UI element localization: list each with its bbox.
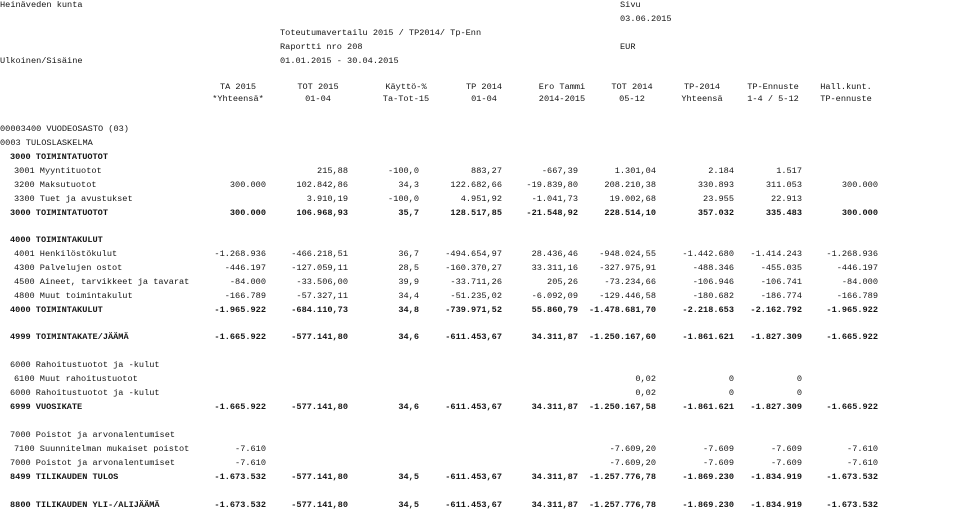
- table-cell: -51.235,02: [450, 291, 502, 301]
- table-cell: 0: [796, 374, 802, 384]
- row-label: 6100 Muut rahoitustuotot: [14, 374, 138, 384]
- table-cell: -611.453,67: [445, 402, 502, 412]
- table-cell: -455.035: [760, 263, 802, 273]
- table-row: [0, 346, 960, 358]
- table-cell: -7.610: [847, 458, 878, 468]
- table-cell: 34,6: [398, 402, 419, 412]
- table-cell: -2.218.653: [682, 305, 734, 315]
- table-cell: -1.250.167,58: [588, 402, 656, 412]
- table-row: [0, 222, 960, 234]
- table-cell: 34,5: [398, 472, 419, 482]
- table-cell: 33.311,16: [531, 263, 578, 273]
- table-row: [0, 472, 960, 484]
- table-cell: -106.741: [760, 277, 802, 287]
- table-cell: -84.000: [229, 277, 266, 287]
- table-cell: -1.665.922: [826, 402, 878, 412]
- row-label: 3000 TOIMINTATUOTOT: [10, 152, 108, 162]
- table-cell: 34.311,87: [531, 472, 578, 482]
- table-cell: 330.893: [697, 180, 734, 190]
- column-header-bottom: Yhteensä: [681, 94, 723, 104]
- table-cell: 300.000: [229, 208, 266, 218]
- table-cell: -739.971,52: [445, 305, 502, 315]
- table-cell: -1.869.230: [682, 472, 734, 482]
- table-cell: -327.975,91: [599, 263, 656, 273]
- table-cell: -1.834.919: [750, 500, 802, 510]
- table-cell: -948.024,55: [599, 249, 656, 259]
- table-cell: 2.184: [708, 166, 734, 176]
- column-header-bottom: TP-ennuste: [820, 94, 872, 104]
- row-label: 7000 Poistot ja arvonalentumiset: [10, 430, 176, 440]
- report-period: 01.01.2015 - 30.04.2015: [280, 56, 399, 66]
- table-cell: -1.257.776,78: [588, 500, 656, 510]
- column-header-top: Ero Tammi: [538, 82, 586, 92]
- table-cell: 34.311,87: [531, 402, 578, 412]
- table-cell: -100,0: [388, 194, 419, 204]
- table-row: [0, 374, 960, 386]
- table-cell: 122.682,66: [450, 180, 502, 190]
- table-row: [0, 444, 960, 456]
- column-header-top: TP-Ennuste: [747, 82, 799, 92]
- currency-label: EUR: [620, 42, 636, 52]
- table-cell: -7.610: [235, 444, 266, 454]
- table-cell: 205,26: [547, 277, 578, 287]
- column-header-top: TOT 2015: [297, 82, 339, 92]
- table-cell: 23.955: [703, 194, 734, 204]
- table-cell: 34,6: [398, 332, 419, 342]
- table-cell: -73.234,66: [604, 277, 656, 287]
- report-owner: Ulkoinen/Sisäine: [0, 56, 83, 66]
- table-cell: -577.141,80: [291, 500, 348, 510]
- table-cell: -1.442.680: [682, 249, 734, 259]
- column-header-top: TOT 2014: [611, 82, 653, 92]
- table-cell: -7.609,20: [609, 458, 656, 468]
- column-header-bottom: *Yhteensä*: [212, 94, 264, 104]
- table-row: [0, 430, 960, 442]
- row-label: 4300 Palvelujen ostot: [14, 263, 123, 273]
- organization-name: Heinäveden kunta: [0, 0, 83, 10]
- table-cell: -1.665.922: [826, 332, 878, 342]
- table-cell: 4.951,92: [460, 194, 502, 204]
- row-label: 4000 TOIMINTAKULUT: [10, 235, 103, 245]
- column-header-top: Hall.kunt.: [820, 82, 872, 92]
- table-row: [0, 152, 960, 164]
- table-cell: -1.861.621: [682, 402, 734, 412]
- table-cell: -7.610: [847, 444, 878, 454]
- report-number: Raportti nro 208: [280, 42, 363, 52]
- table-cell: 28,5: [398, 263, 419, 273]
- table-cell: 0: [728, 374, 734, 384]
- column-header-bottom: 1-4 / 5-12: [747, 94, 799, 104]
- table-row: [0, 318, 960, 330]
- table-row: [0, 138, 960, 150]
- row-label: 4001 Henkilöstökulut: [14, 249, 118, 259]
- table-cell: -1.673.532: [214, 500, 266, 510]
- table-row: [0, 208, 960, 220]
- row-label: 8499 TILIKAUDEN TULOS: [10, 472, 119, 482]
- table-cell: -186.774: [760, 291, 802, 301]
- table-cell: -2.162.792: [750, 305, 802, 315]
- column-header: [0, 80, 960, 106]
- table-cell: -21.548,92: [526, 208, 578, 218]
- table-cell: -166.789: [836, 291, 878, 301]
- table-cell: -1.665.922: [214, 402, 266, 412]
- row-label: 6999 VUOSIKATE: [10, 402, 83, 412]
- table-cell: 208.210,38: [604, 180, 656, 190]
- table-cell: 102.842,86: [296, 180, 348, 190]
- table-row: [0, 305, 960, 317]
- table-cell: -84.000: [841, 277, 878, 287]
- table-row: [0, 166, 960, 178]
- table-cell: -33.506,00: [296, 277, 348, 287]
- table-row: [0, 249, 960, 261]
- table-row: [0, 388, 960, 400]
- table-cell: 300.000: [841, 180, 878, 190]
- row-label: 8800 TILIKAUDEN YLI-/ALIJÄÄMÄ: [10, 500, 160, 510]
- table-cell: -180.682: [692, 291, 734, 301]
- table-cell: -611.453,67: [445, 500, 502, 510]
- table-cell: -684.110,73: [291, 305, 348, 315]
- table-cell: 28.436,46: [531, 249, 578, 259]
- table-cell: -1.869.230: [682, 500, 734, 510]
- table-cell: 128.517,85: [450, 208, 502, 218]
- table-cell: -106.946: [692, 277, 734, 287]
- row-label: 0003 TULOSLASKELMA: [0, 138, 93, 148]
- table-row: [0, 235, 960, 247]
- table-row: [0, 500, 960, 512]
- table-cell: 19.002,68: [609, 194, 656, 204]
- row-label: 6000 Rahoitustuotot ja -kulut: [10, 360, 160, 370]
- table-cell: -129.446,58: [599, 291, 656, 301]
- table-cell: 335.483: [765, 208, 802, 218]
- table-cell: -1.268.936: [826, 249, 878, 259]
- table-cell: -466.218,51: [291, 249, 348, 259]
- table-cell: -1.478.681,70: [588, 305, 656, 315]
- table-cell: 39,9: [398, 277, 419, 287]
- table-cell: -7.609: [771, 458, 802, 468]
- table-cell: -667,39: [541, 166, 578, 176]
- column-header-top: TP 2014: [465, 82, 503, 92]
- table-cell: -1.414.243: [750, 249, 802, 259]
- table-cell: -19.839,80: [526, 180, 578, 190]
- table-cell: -1.673.532: [826, 500, 878, 510]
- row-label: 3001 Myyntituotot: [14, 166, 102, 176]
- table-cell: 311.053: [765, 180, 802, 190]
- table-cell: -577.141,80: [291, 332, 348, 342]
- report-title: Toteutumavertailu 2015 / TP2014/ Tp-Enn: [280, 28, 482, 38]
- table-cell: -446.197: [836, 263, 878, 273]
- table-row: [0, 486, 960, 498]
- table-cell: -1.827.309: [750, 402, 802, 412]
- report-table: [0, 118, 960, 510]
- row-label: 7000 Poistot ja arvonalentumiset: [10, 458, 176, 468]
- table-cell: -1.250.167,60: [588, 332, 656, 342]
- table-cell: 106.968,93: [296, 208, 348, 218]
- table-cell: 215,88: [317, 166, 348, 176]
- table-cell: -7.609,20: [609, 444, 656, 454]
- column-header-top: TP-2014: [683, 82, 721, 92]
- table-cell: -7.609: [703, 444, 734, 454]
- table-cell: 3.910,19: [306, 194, 348, 204]
- table-cell: -127.059,11: [291, 263, 348, 273]
- row-label: 4800 Muut toimintakulut: [14, 291, 133, 301]
- table-row: [0, 277, 960, 289]
- column-header-bottom: 01-04: [305, 94, 331, 104]
- table-cell: 0,02: [635, 388, 656, 398]
- table-cell: -577.141,80: [291, 472, 348, 482]
- table-cell: 34,4: [398, 291, 419, 301]
- row-label: 4999 TOIMINTAKATE/JÄÄMÄ: [10, 332, 129, 342]
- row-label: 7100 Suunnitelman mukaiset poistot: [14, 444, 190, 454]
- table-cell: 34.311,87: [531, 500, 578, 510]
- column-header-bottom: 2014-2015: [538, 94, 586, 104]
- column-header-top: Käyttö-%: [385, 82, 427, 92]
- table-row: [0, 180, 960, 192]
- table-cell: 883,27: [471, 166, 502, 176]
- column-header-bottom: Ta-Tot-15: [382, 94, 430, 104]
- table-cell: 34,8: [398, 305, 419, 315]
- table-cell: 34.311,87: [531, 332, 578, 342]
- table-cell: -100,0: [388, 166, 419, 176]
- table-cell: -7.610: [235, 458, 266, 468]
- table-cell: -57.327,11: [296, 291, 348, 301]
- table-cell: -1.268.936: [214, 249, 266, 259]
- table-row: [0, 402, 960, 414]
- table-cell: -33.711,26: [450, 277, 502, 287]
- table-cell: -1.041,73: [531, 194, 578, 204]
- table-row: [0, 291, 960, 303]
- table-row: [0, 360, 960, 372]
- table-row: [0, 263, 960, 275]
- table-cell: 0: [796, 388, 802, 398]
- page-label: Sivu: [620, 0, 641, 10]
- table-cell: 1.517: [776, 166, 802, 176]
- table-cell: 22.913: [771, 194, 802, 204]
- table-cell: 35,7: [398, 208, 419, 218]
- table-cell: 55.860,79: [531, 305, 578, 315]
- table-cell: -1.965.922: [214, 305, 266, 315]
- table-cell: -1.834.919: [750, 472, 802, 482]
- table-cell: 34,5: [398, 500, 419, 510]
- table-cell: -1.861.621: [682, 332, 734, 342]
- table-cell: 357.032: [697, 208, 734, 218]
- table-cell: -446.197: [224, 263, 266, 273]
- table-cell: -577.141,80: [291, 402, 348, 412]
- table-cell: -1.673.532: [826, 472, 878, 482]
- row-label: 3300 Tuet ja avustukset: [14, 194, 133, 204]
- row-label: 3200 Maksutuotot: [14, 180, 97, 190]
- report-date: 03.06.2015: [620, 14, 672, 24]
- table-cell: -1.257.776,78: [588, 472, 656, 482]
- table-cell: 34,3: [398, 180, 419, 190]
- table-cell: -7.609: [771, 444, 802, 454]
- column-header-bottom: 05-12: [619, 94, 645, 104]
- table-cell: 300.000: [229, 180, 266, 190]
- row-label: 4500 Aineet, tarvikkeet ja tavarat: [14, 277, 190, 287]
- table-cell: -166.789: [224, 291, 266, 301]
- table-cell: 0: [728, 388, 734, 398]
- table-cell: -1.965.922: [826, 305, 878, 315]
- table-cell: 228.514,10: [604, 208, 656, 218]
- row-label: 3000 TOIMINTATUOTOT: [10, 208, 108, 218]
- table-cell: -1.827.309: [750, 332, 802, 342]
- table-cell: 36,7: [398, 249, 419, 259]
- table-row: [0, 194, 960, 206]
- table-cell: -7.609: [703, 458, 734, 468]
- table-row: [0, 332, 960, 344]
- table-cell: -1.673.532: [214, 472, 266, 482]
- row-label: 00003400 VUODEOSASTO (03): [0, 124, 129, 134]
- table-cell: -611.453,67: [445, 472, 502, 482]
- table-cell: -1.665.922: [214, 332, 266, 342]
- table-cell: -494.654,97: [445, 249, 502, 259]
- table-cell: -160.370,27: [445, 263, 502, 273]
- table-cell: 0,02: [635, 374, 656, 384]
- column-header-top: TA 2015: [219, 82, 257, 92]
- table-cell: -6.092,09: [531, 291, 578, 301]
- table-cell: -611.453,67: [445, 332, 502, 342]
- table-cell: 300.000: [841, 208, 878, 218]
- table-cell: -488.346: [692, 263, 734, 273]
- table-row: [0, 416, 960, 428]
- row-label: 6000 Rahoitustuotot ja -kulut: [10, 388, 160, 398]
- table-row: [0, 124, 960, 136]
- row-label: 4000 TOIMINTAKULUT: [10, 305, 103, 315]
- table-row: [0, 458, 960, 470]
- column-header-bottom: 01-04: [471, 94, 497, 104]
- table-cell: 1.301,04: [614, 166, 656, 176]
